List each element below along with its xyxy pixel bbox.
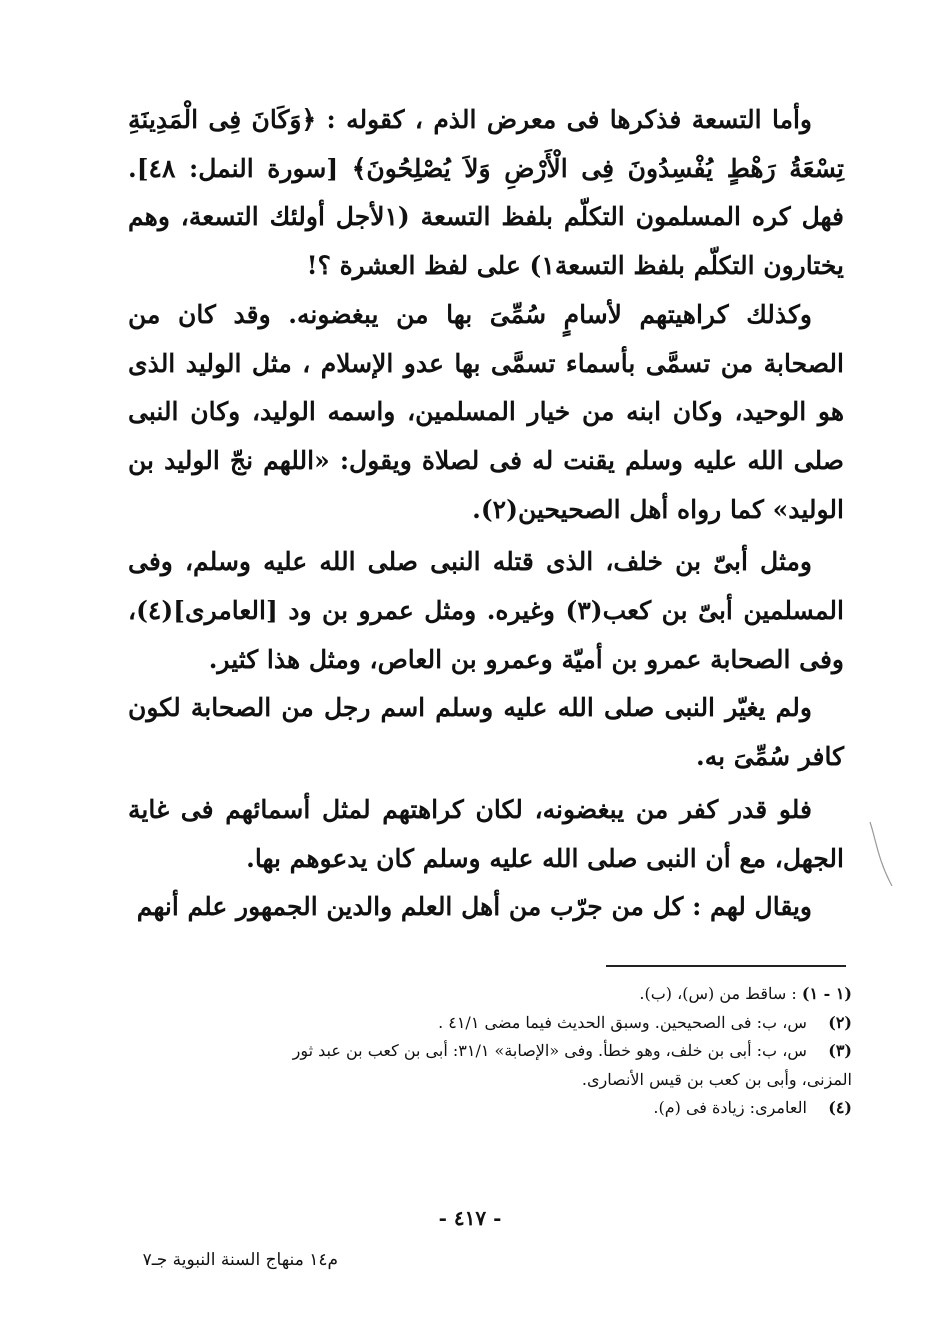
paragraph-2: وكذلك كراهيتهم لأسامٍ سُمِّىَ بها من يبغضونه. وقد كان من الصحابة من تسمَّى بأسماء تسمَّى بها عدو الإسلام ، مثل الوليد الذى هو الوحيد، وكان ابنه من خيار المسلمين، واسمه الوليد، وكان النبى صلى الله عليه وسلم يقنت له فى لصلاة ويقول: «اللهم نجّ الوليد بن الوليد» كما رواه أهل الصحيحين(٢). bbox=[128, 299, 844, 524]
footnote-3 bbox=[140, 1037, 852, 1066]
page-number: - ٤١٧ - bbox=[438, 1206, 502, 1230]
footnote-number: (٣) bbox=[828, 1041, 852, 1061]
paragraph-4: ولم يغيّر النبى صلى الله عليه وسلم اسم رجل من الصحابة لكون كافر سُمِّىَ به. bbox=[128, 693, 844, 772]
main-text bbox=[128, 96, 844, 932]
footnote-number: (٤) bbox=[828, 1098, 852, 1118]
paragraph-3: ومثل أبىّ بن خلف، الذى قتله النبى صلى الله عليه وسلم، وفى المسلمين أبىّ بن كعب(٣) وغيره. ومثل عمرو بن ود [العامرى](٤)، وفى الصحابة عمرو بن أميّة وعمرو بن العاص، ومثل هذا كثير. bbox=[128, 547, 844, 674]
footnote-number: (١ - ١) bbox=[801, 984, 852, 1003]
footnote-separator bbox=[606, 965, 846, 967]
footnote-1 bbox=[140, 980, 852, 1009]
paragraph-1: وأما التسعة فذكرها فى معرض الذم ، كقوله : ﴿وَكَانَ فِى الْمَدِينَةِ تِسْعَةُ رَهْطٍ يُفْسِدُونَ فِى الْأَرْضِ وَلاَ يُصْلِحُونَ﴾ [سورة النمل: ٤٨]. فهل كره المسلمون التكلّم بلفظ التسعة (١لأجل أولئك التسعة، وهم يختارون التكلّم بلفظ التسعة١) على لفظ العشرة ؟! bbox=[128, 105, 844, 281]
footnote-text: س، ب: فى الصحيحين. وسبق الحديث فيما مضى ٤١/١ . bbox=[438, 1012, 807, 1032]
footnotes bbox=[140, 980, 852, 1123]
footnote-4 bbox=[140, 1094, 852, 1123]
footnote-2 bbox=[140, 1009, 852, 1038]
margin-scan-mark bbox=[866, 820, 896, 890]
printer-signature: م١٤ منهاج السنة النبوية جـ٧ bbox=[142, 1250, 338, 1270]
footnote-text: العامرى: زيادة فى (م). bbox=[653, 1098, 807, 1118]
footnote-text: : ساقط من (س)، (ب). bbox=[639, 984, 797, 1003]
footnote-text: س، ب: أبى بن خلف، وهو خطأ. وفى «الإصابة» ٣١/١: أبى بن كعب بن عبد ثور bbox=[292, 1041, 807, 1061]
paragraph-5: فلو قدر كفر من يبغضونه، لكان كراهتهم لمثل أسمائهم فى غاية الجهل، مع أن النبى صلى الله عليه وسلم كان يدعوهم بها. bbox=[128, 794, 844, 873]
paragraph-6: ويقال لهم : كل من جرّب من أهل العلم والدين الجمهور علم أنهم bbox=[136, 892, 812, 922]
footnote-3-continuation: المزنى، وأبى بن كعب بن قيس الأنصارى. bbox=[581, 1069, 852, 1089]
footnote-number: (٢) bbox=[828, 1012, 852, 1032]
